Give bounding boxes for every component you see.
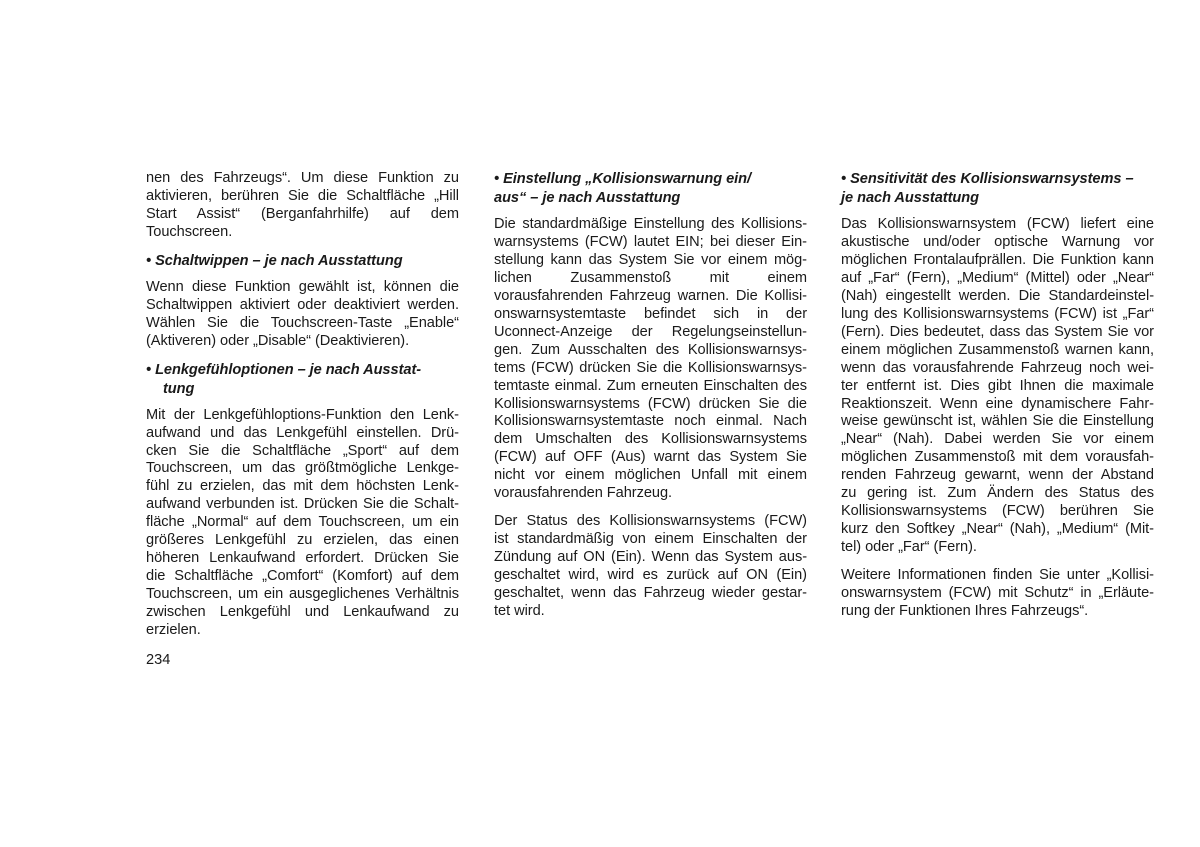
text-line: Touchscreen, um das größtmögliche Lenkge-: [146, 460, 459, 477]
text-line: möglichen Zusammenstoß mit dem vorausfah-: [841, 449, 1154, 466]
text-line: Start Assist“ (Berganfahrhilfe) auf dem: [146, 205, 459, 222]
text-line: Kollisionswarnsystems (FCW) drücken Sie die: [494, 395, 807, 412]
heading-line: aus“ – je nach Ausstattung: [494, 190, 681, 206]
text-column-3: [841, 170, 1154, 621]
text-line: rung der Funktionen Ihres Fahrzeugs“.: [841, 603, 1089, 620]
heading-line: • Lenkgefühloptionen – je nach Ausstat-: [146, 361, 422, 378]
text-line: kurz den Softkey „Near“ (Nah), „Medium“ (Mit-: [841, 521, 1154, 538]
section-heading-sensitivitaet: [841, 170, 1154, 208]
text-line: Schaltwippen aktiviert oder deaktiviert werden.: [146, 296, 459, 313]
text-line: aufwand und das Lenkgefühl einstellen. Drü-: [146, 424, 459, 441]
text-line: Wählen Sie die Touchscreen-Taste „Enable“: [146, 314, 459, 331]
section-heading-kollisionswarnung: [494, 170, 807, 208]
text-line: temtaste einmal. Zum erneuten Einschalten des: [494, 377, 807, 394]
text-line: onswarnsystem (FCW) mit Schutz“ in „Erläute-: [841, 585, 1154, 602]
text-line: weise gewünscht ist, wählen Sie die Einstellung: [841, 413, 1154, 430]
col1-paragraph-1: [146, 279, 459, 351]
text-column-1: [146, 170, 459, 640]
text-line: vorausfahrenden Fahrzeug warnen. Die Kollisi-: [494, 287, 807, 304]
text-line: nen des Fahrzeugs“. Um diese Funktion zu: [146, 170, 459, 186]
text-line: fühl zu erzielen, das mit dem höchsten Lenk-: [146, 478, 459, 495]
text-line: Mit der Lenkgefühloptions-Funktion den Lenk-: [146, 406, 459, 423]
col3-paragraph-1: [841, 216, 1154, 557]
heading-line: je nach Ausstattung: [841, 190, 979, 206]
text-line: stellung kann das System Sie vor einem mög-: [494, 251, 807, 268]
text-line: zu gering ist. Zum Ändern des Status des: [841, 485, 1154, 502]
text-line: onswarnsystemtaste befindet sich in der: [494, 305, 807, 322]
text-line: ter entfernt ist. Dies gibt Ihnen die maximale: [841, 377, 1154, 394]
text-line: dem Umschalten des Kollisionswarnsystems: [494, 431, 807, 448]
text-line: warnsystems (FCW) lautet EIN; bei dieser Ein-: [494, 233, 807, 250]
text-line: Zündung auf ON (Ein). Wenn das System aus-: [494, 549, 807, 566]
text-line: zwischen Lenkgefühl und Lenkaufwand zu: [146, 604, 459, 621]
section-heading-schaltwippen: • Schaltwippen – je nach Ausstattung: [146, 252, 403, 269]
text-line: lung des Kollisionswarnsystems (FCW) ist „Far“: [841, 305, 1154, 322]
col3-paragraph-2: [841, 567, 1154, 621]
col1-intro-paragraph: [146, 170, 459, 242]
section-heading-lenkgefuehl: [146, 361, 459, 399]
text-line: cken Sie die Schaltfläche „Sport“ auf dem: [146, 442, 459, 459]
text-line: Die standardmäßige Einstellung des Kollisions-: [494, 216, 807, 232]
text-line: nicht vor einem möglichen Unfall mit einem: [494, 467, 807, 484]
text-line: (FCW) auf OFF (Aus) warnt das System Sie: [494, 449, 807, 466]
text-line: geschaltet wird, wird es zurück auf ON (Ein): [494, 567, 807, 584]
text-line: auf „Far“ (Fern), „Medium“ (Mittel) oder „Near“: [841, 269, 1154, 286]
text-line: (Aktiveren) oder „Disable“ (Deaktivieren).: [146, 332, 410, 349]
text-line: Touchscreen.: [146, 223, 233, 240]
text-line: Kollisionswarnsystemtaste noch einmal. Nach: [494, 413, 807, 430]
text-column-2: [494, 170, 807, 621]
text-line: möglichen Frontalaufprällen. Die Funktion kann: [841, 251, 1154, 268]
heading-line: • Sensitivität des Kollisionswarnsystems –: [841, 171, 1134, 187]
text-line: geschaltet, wenn das Fahrzeug wieder gestar-: [494, 585, 807, 602]
text-line: vorausfahrenden Fahrzeug.: [494, 485, 673, 502]
text-line: Weitere Informationen finden Sie unter „Kollisi-: [841, 567, 1154, 584]
text-line: Touchscreen, um ein ausgeglichenes Verhältnis: [146, 586, 459, 603]
text-line: akustische und/oder optische Warnung vor: [841, 233, 1154, 250]
page-number: 234: [146, 652, 171, 668]
text-line: erzielen.: [146, 622, 201, 639]
text-line: größeres Lenkgefühl zu erzielen, das einen: [146, 532, 459, 549]
text-line: (Fern). Dies bedeutet, dass das System Sie vor: [841, 323, 1154, 340]
text-line: tems (FCW) drücken Sie die Kollisionswarnsys-: [494, 359, 807, 376]
text-line: lichen Zusammenstoß mit einem: [494, 269, 807, 286]
text-line: Uconnect-Anzeige der Regelungseinstellun-: [494, 323, 807, 340]
text-line: höheren Lenkaufwand erfordert. Drücken Sie: [146, 550, 459, 567]
col2-paragraph-2: [494, 513, 807, 621]
text-line: renden Fahrzeug gewarnt, wenn der Abstand: [841, 467, 1154, 484]
text-line: Wenn diese Funktion gewählt ist, können die: [146, 278, 459, 295]
text-line: ist standardmäßig von einem Einschalten der: [494, 531, 807, 548]
text-line: „Near“ (Nah). Dabei werden Sie vor einem: [841, 431, 1154, 448]
text-line: Kollisionswarnsystems (FCW) berühren Sie: [841, 503, 1154, 520]
heading-line: tung: [163, 380, 195, 397]
heading-line: • Einstellung „Kollisionswarnung ein/: [494, 171, 752, 187]
text-line: aufwand verbunden ist. Drücken Sie die Schalt-: [146, 496, 459, 513]
text-line: einem möglichen Zusammenstoß warnen kann,: [841, 341, 1154, 358]
text-line: tet wird.: [494, 603, 545, 620]
text-line: Der Status des Kollisionswarnsystems (FCW): [494, 513, 807, 530]
text-line: gen. Zum Ausschalten des Kollisionswarnsys-: [494, 341, 807, 358]
text-line: die Schaltfläche „Comfort“ (Komfort) auf dem: [146, 568, 459, 585]
text-line: aktivieren, berühren Sie die Schaltfläche „Hill: [146, 187, 459, 204]
col2-paragraph-1: [494, 216, 807, 503]
text-line: tel) oder „Far“ (Fern).: [841, 539, 977, 556]
text-line: wenn das vorausfahrende Fahrzeug noch wei-: [841, 359, 1154, 376]
text-line: (Nah) eingestellt werden. Die Standardeinstel-: [841, 287, 1154, 304]
text-line: fläche „Normal“ auf dem Touchscreen, um ein: [146, 514, 459, 531]
text-line: Reaktionszeit. Wenn eine dynamischere Fahr-: [841, 395, 1154, 412]
text-line: Das Kollisionswarnsystem (FCW) liefert eine: [841, 216, 1154, 232]
col1-paragraph-2: [146, 407, 459, 640]
